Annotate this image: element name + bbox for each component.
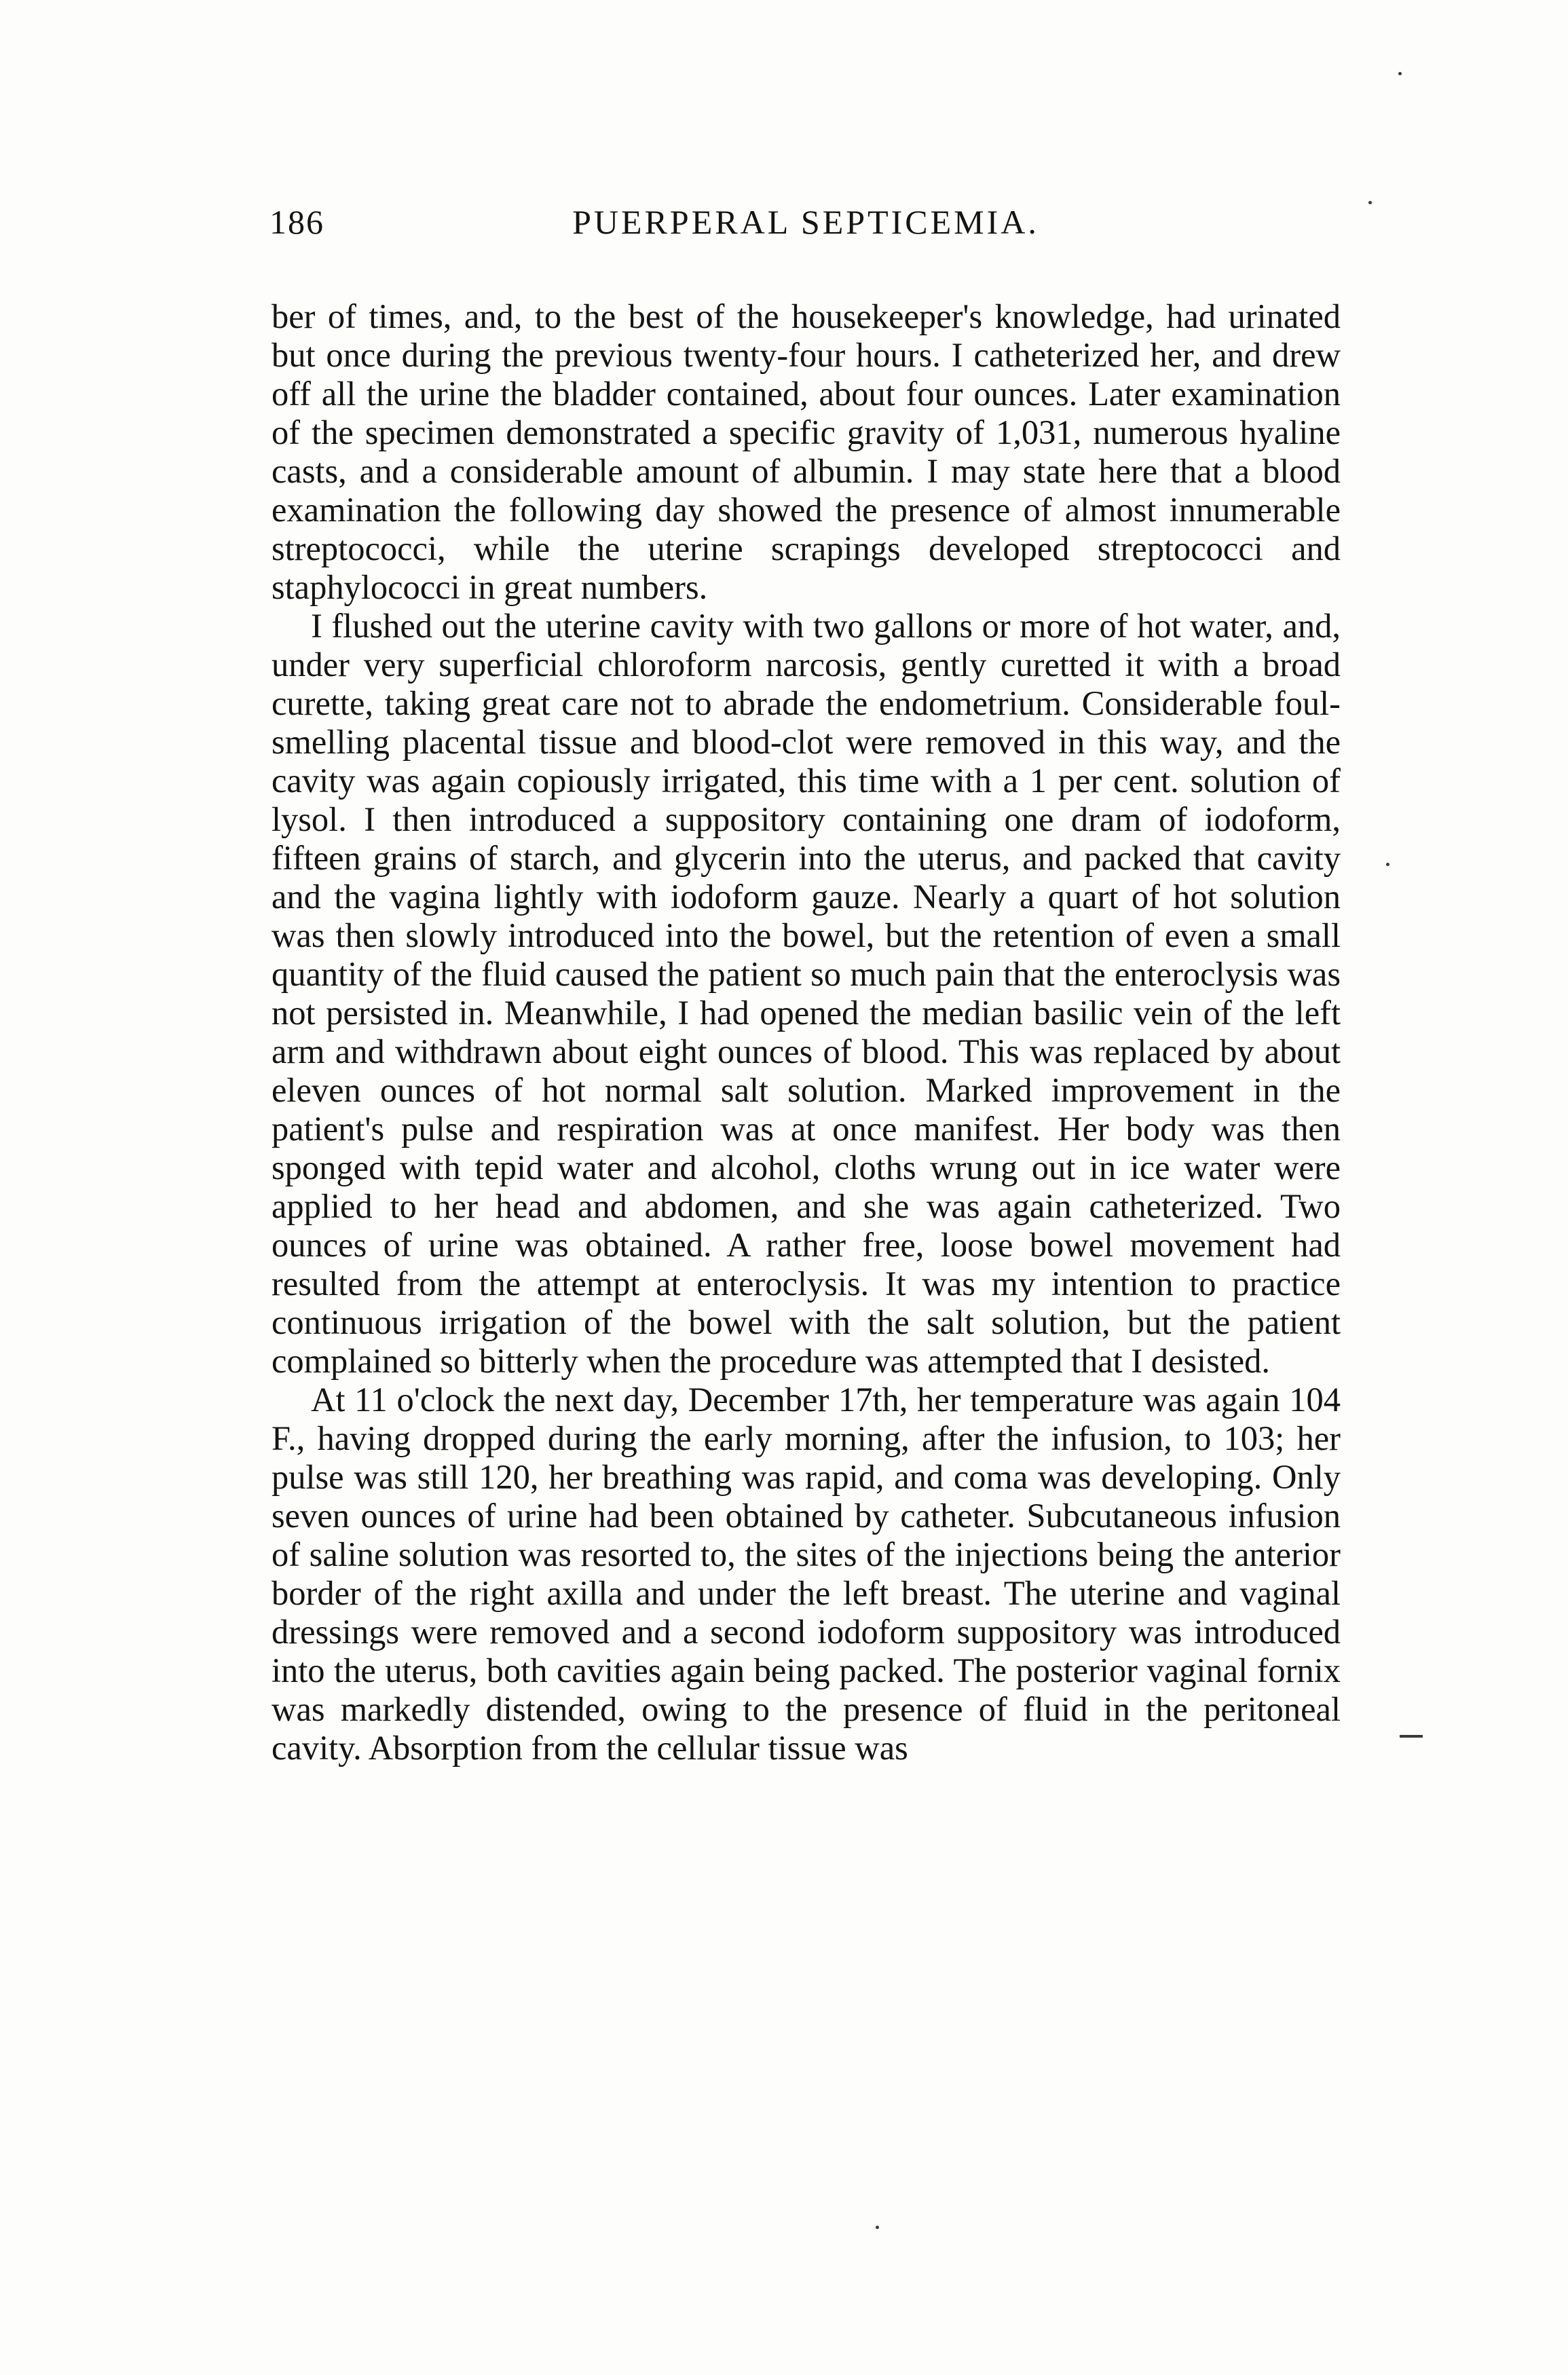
paragraph-next-day: At 11 o'clock the next day, December 17th, her temperature was again 104 F., having dropped during the early morning, after the infusion, to 103; her pulse was still 120, her breathing was rapid, and coma was developing. Only seven ounces of urine had been obtained by catheter. Subcutaneous infusion of saline solution was resorted to, the sites of the injections being the anterior border of the right axilla and under the left breast. The uterine and vaginal dressings were removed and a second iodoform suppository was introduced into the uterus, both cavities again being packed. The posterior vaginal fornix was markedly distended, owing to the presence of fluid in the peritoneal cavity. Absorption from the cellular tissue was [272,1381,1341,1767]
paragraph-curettage: I flushed out the uterine cavity with two gallons or more of hot water, and, under very superficial chloroform narcosis, gently curetted it with a broad curette, taking great care not to abrade the endometrium. Considerable foul-smelling placental tissue and blood-clot were removed in this way, and the cavity was again copiously irrigated, this time with a 1 per cent. solution of lysol. I then introduced a suppository containing one dram of iodoform, fifteen grains of starch, and glycerin into the uterus, and packed that cavity and the vagina lightly with iodoform gauze. Nearly a quart of hot solution was then slowly introduced into the bowel, but the retention of even a small quantity of the fluid caused the patient so much pain that the enteroclysis was not persisted in. Meanwhile, I had opened the median basilic vein of the left arm and withdrawn about eight ounces of blood. This was replaced by about eleven ounces of hot normal salt solution. Marked improvement in the patient's pulse and respiration was at once manifest. Her body was then sponged with tepid water and alcohol, cloths wrung out in ice water were applied to her head and abdomen, and she was again catheterized. Two ounces of urine was obtained. A rather free, loose bowel movement had resulted from the attempt at enteroclysis. It was my intention to practice continuous irrigation of the bowel with the salt solution, but the patient complained so bitterly when the procedure was attempted that I desisted. [272,607,1341,1380]
scan-speck [1398,72,1402,75]
page-header [269,198,1342,253]
paragraph-continued: ber of times, and, to the best of the housekeeper's knowledge, had urinated but once during the previous twenty-four hours. I catheterized her, and drew off all the urine the bladder contained, about four ounces. Later examination of the specimen demonstrated a specific gravity of 1,031, numerous hyaline casts, and a considerable amount of albumin. I may state here that a blood examination the following day showed the presence of almost innumerable streptococci, while the uterine scrapings developed streptococci and staphylococci in great numbers. [272,297,1341,606]
scan-speck [1368,201,1372,204]
body-text [272,297,1341,1768]
running-title: PUERPERAL SEPTICEMIA. [572,203,1039,241]
scan-speck [876,2226,879,2229]
scan-speck [1386,863,1389,866]
page-number: 186 [269,203,324,241]
margin-dash-mark [1400,1735,1423,1738]
